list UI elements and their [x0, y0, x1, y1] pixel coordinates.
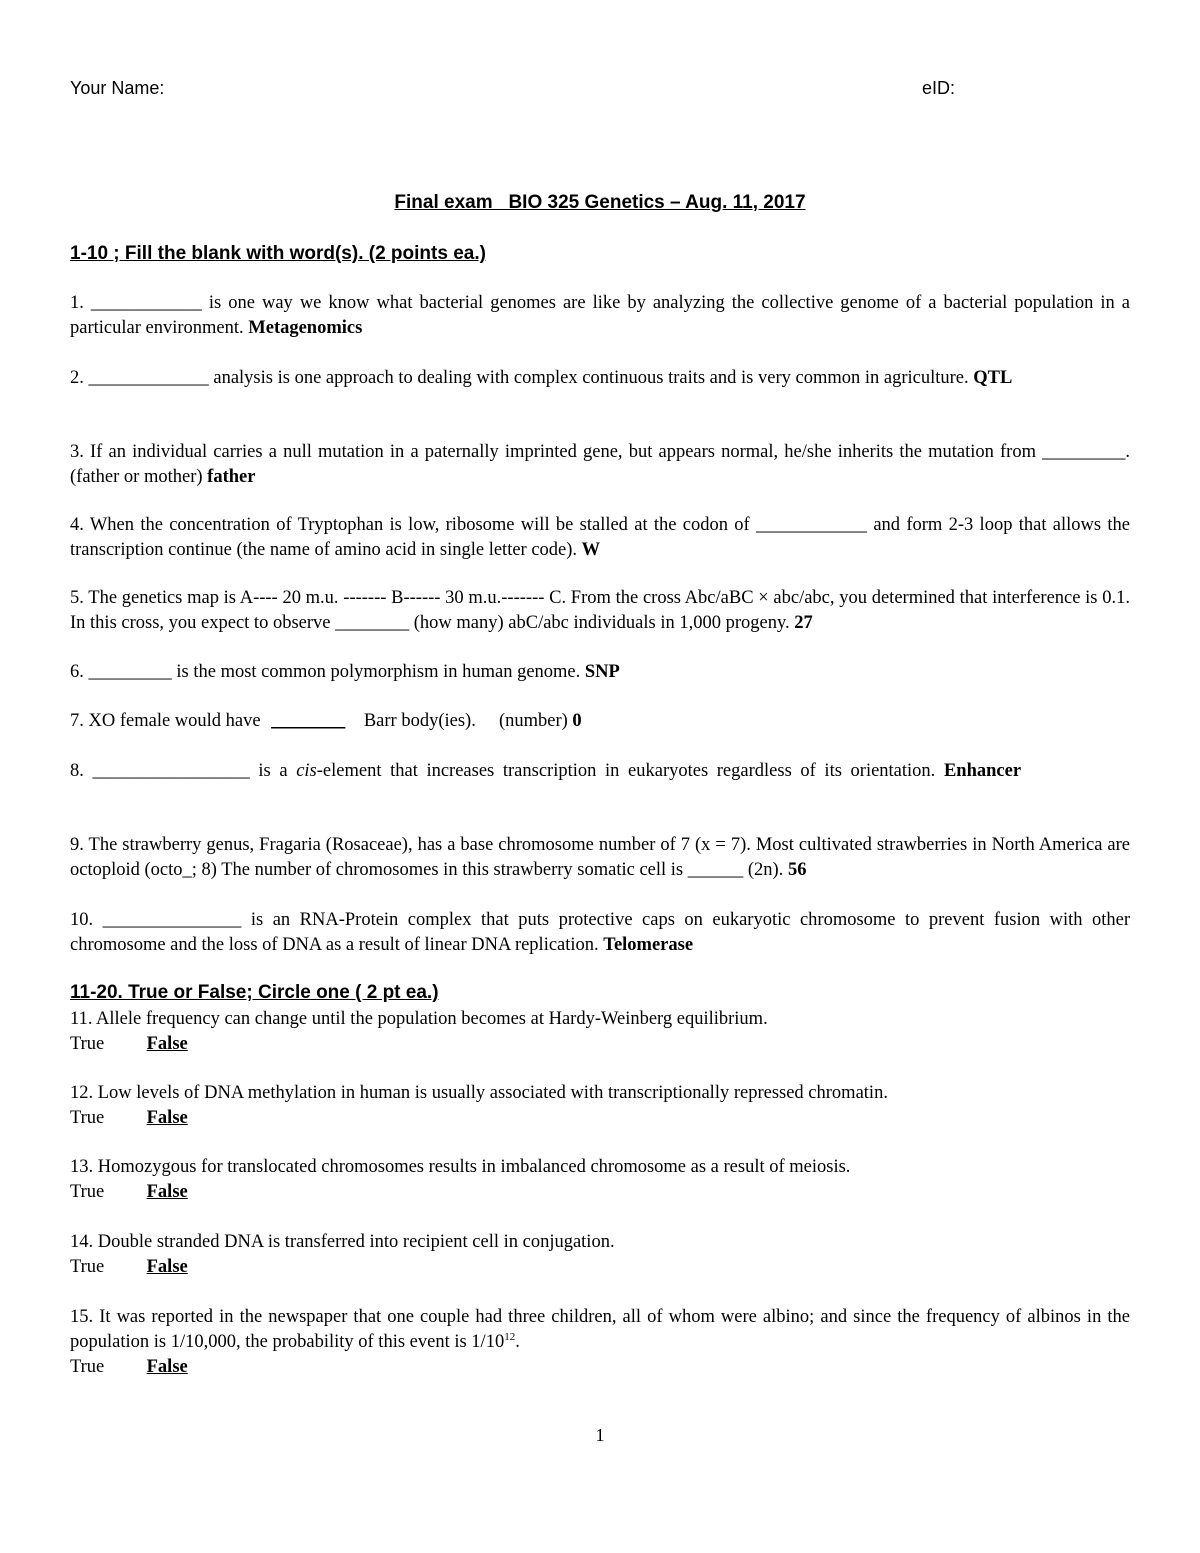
question-7-text-b: Barr body(ies). (number) [363, 711, 568, 731]
question-2 [70, 366, 1130, 391]
question-6-answer: SNP [584, 662, 620, 682]
question-2-text: 2. _____________ analysis is one approach to dealing with complex continuous traits and is very common in agriculture. [70, 368, 969, 388]
true-option[interactable]: True [70, 1108, 105, 1128]
question-15 [70, 1305, 1130, 1380]
true-option[interactable]: True [70, 1257, 105, 1277]
question-7-blank: ________ [271, 711, 346, 731]
section-2-heading: 11-20. True or False; Circle one ( 2 pt ea.) [70, 982, 439, 1003]
question-5-answer: 27 [794, 613, 813, 633]
question-7-answer: 0 [572, 711, 582, 731]
false-option[interactable]: False [146, 1257, 188, 1277]
question-8 [70, 759, 1130, 784]
question-9-text: 9. The strawberry genus, Fragaria (Rosaceae), has a base chromosome number of 7 (x = 7). Most cultivated strawberries in North America are octoploid (octo_; 8) The number of chromosomes in this strawberry somatic cell is ______ (2n). [70, 835, 1130, 880]
page-number: 1 [595, 1425, 605, 1445]
question-13 [70, 1155, 850, 1205]
question-4 [70, 513, 1130, 563]
question-1 [70, 291, 1130, 341]
question-13-text: 13. Homozygous for translocated chromosomes results in imbalanced chromosome as a result of meiosis. [70, 1157, 851, 1177]
question-13-choices [70, 1180, 850, 1205]
question-7 [70, 709, 1130, 734]
question-1-answer: Metagenomics [248, 318, 363, 338]
question-12-text: 12. Low levels of DNA methylation in human is usually associated with transcriptionally repressed chromatin. [70, 1083, 888, 1103]
question-15-text [70, 1305, 1130, 1355]
question-5-text: 5. The genetics map is A---- 20 m.u. ------- B------ 30 m.u.------- C. From the cross Abc/aBC × abc/abc, you determined that interference is 0.1. In this cross, you expect to observe ________ (how many) abC/abc individuals in 1,000 progeny. [70, 588, 1130, 633]
true-option[interactable]: True [70, 1182, 105, 1202]
section-1-heading: 1-10 ; Fill the blank with word(s). (2 points ea.) [70, 243, 486, 264]
question-4-text: 4. When the concentration of Tryptophan is low, ribosome will be stalled at the codon of ____________ and form 2-3 loop that allows the transcription continue (the name of amino acid in single letter code). [70, 515, 1130, 560]
question-3 [70, 440, 1130, 490]
question-15-end: . [515, 1332, 520, 1352]
question-6-text: 6. _________ is the most common polymorphism in human genome. [70, 662, 581, 682]
question-2-answer: QTL [973, 368, 1013, 388]
false-option[interactable]: False [146, 1182, 188, 1202]
false-option[interactable]: False [146, 1034, 188, 1054]
question-10-answer: Telomerase [603, 935, 694, 955]
question-15-exponent: 12 [504, 1330, 516, 1343]
question-11-choices [70, 1032, 768, 1057]
question-9-answer: 56 [787, 860, 807, 880]
question-15-body: 15. It was reported in the newspaper that one couple had three children, all of whom were albino; and since the frequency of albinos in the population is 1/10,000, the probability of this event is 1/10 [70, 1307, 1130, 1352]
false-option[interactable]: False [146, 1357, 188, 1377]
your-name-label: Your Name: [70, 78, 165, 98]
eid-label: eID: [922, 78, 956, 98]
question-11-text: 11. Allele frequency can change until the population becomes at Hardy-Weinberg equilibrium. [70, 1009, 768, 1029]
cis-italic: cis [296, 761, 317, 781]
question-14 [70, 1230, 615, 1280]
question-14-choices [70, 1255, 615, 1280]
question-3-text: 3. If an individual carries a null mutation in a paternally imprinted gene, but appears normal, he/she inherits the mutation from _________. (father or mother) [70, 442, 1130, 487]
question-12 [70, 1081, 888, 1131]
question-10-text: 10. _______________ is an RNA-Protein complex that puts protective caps on eukaryotic chromosome to prevent fusion with other chromosome and the loss of DNA as a result of linear DNA replication. [70, 910, 1130, 955]
question-10 [70, 908, 1130, 958]
true-option[interactable]: True [70, 1034, 105, 1054]
question-8-answer: Enhancer [943, 761, 1022, 781]
question-12-choices [70, 1106, 888, 1131]
question-8-text: 8. _________________ is a cis-element that increases transcription in eukaryotes regardless of its orientation. [70, 761, 936, 781]
question-5 [70, 586, 1130, 636]
true-option[interactable]: True [70, 1357, 105, 1377]
question-14-text: 14. Double stranded DNA is transferred into recipient cell in conjugation. [70, 1232, 615, 1252]
question-3-answer: father [207, 467, 256, 487]
false-option[interactable]: False [146, 1108, 188, 1128]
question-6 [70, 660, 1130, 685]
exam-title: Final exam BIO 325 Genetics – Aug. 11, 2017 [394, 192, 806, 213]
question-4-answer: W [581, 540, 601, 560]
question-11 [70, 1007, 768, 1057]
question-9 [70, 833, 1130, 883]
question-7-text-a: 7. XO female would have [70, 711, 261, 731]
question-15-choices [70, 1355, 1130, 1380]
question-1-text: 1. ____________ is one way we know what bacterial genomes are like by analyzing the collective genome of a bacterial population in a particular environment. [70, 293, 1130, 338]
